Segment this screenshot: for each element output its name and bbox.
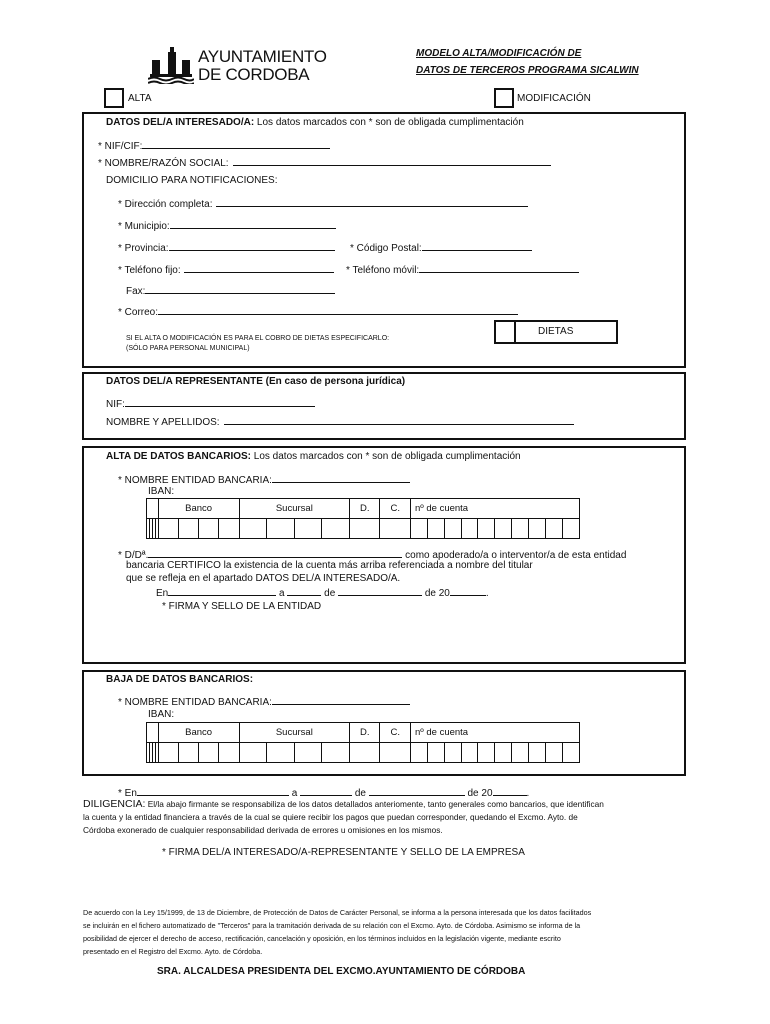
dietas-checkbox[interactable] xyxy=(494,320,516,344)
codigo-postal-field[interactable]: * Código Postal: xyxy=(350,240,532,254)
nif-field[interactable]: * NIF/CIF: xyxy=(98,138,330,152)
dietas-note-1: SI EL ALTA O MODIFICACIÓN ES PARA EL COBRO DE DIETAS ESPECIFICARLO: xyxy=(126,335,390,342)
modificacion-label: MODIFICACIÓN xyxy=(517,93,591,104)
city-logo xyxy=(148,46,194,84)
cert-line-3: que se refleja en el apartado DATOS DEL/A INTERESADO/A. xyxy=(126,573,401,584)
representante-title: DATOS DEL/A REPRESENTANTE (En caso de persona jurídica) xyxy=(106,376,406,387)
destinatario: SRA. ALCALDESA PRESIDENTA DEL EXCMO.AYUNTAMIENTO DE CÓRDOBA xyxy=(157,966,526,977)
cert-line-2: bancaria CERTIFICO la existencia de la cuenta más arriba referenciada a nombre del titular xyxy=(126,560,533,571)
org-name-line1: AYUNTAMIENTO xyxy=(198,47,327,66)
baja-iban-grid[interactable]: Banco Sucursal D. C. nº de cuenta xyxy=(146,722,580,763)
dietas-label: DIETAS xyxy=(538,326,574,337)
alta-iban-label: IBAN: xyxy=(148,486,175,497)
direccion-field[interactable]: * Dirección completa: xyxy=(118,196,528,210)
provincia-field[interactable]: * Provincia: xyxy=(118,240,335,254)
ley-line-3: posibilidad de ejercer el derecho de acceso, rectificación, cancelación y oposición, en los términos incluidos en la legislación vigente, mediante escrito xyxy=(83,934,561,943)
municipio-field[interactable]: * Municipio: xyxy=(118,218,336,232)
footer-date-line[interactable]: * En a de de 20 . xyxy=(118,785,529,799)
alta-bancarios-title: ALTA DE DATOS BANCARIOS: Los datos marcados con * son de obligada cumplimentación xyxy=(106,451,521,462)
ley-line-2: se incluirán en el fichero automatizado de "Terceros" para la tramitación derivada de su relación con el Excmo. Ayto. de Córdoba. Asimismo se informa de la xyxy=(83,921,581,930)
alta-iban-grid[interactable]: Banco Sucursal D. C. nº de cuenta xyxy=(146,498,580,539)
interesado-title: DATOS DEL/A INTERESADO/A: Los datos marcados con * son de obligada cumplimentación xyxy=(106,117,524,128)
baja-bancarios-title: BAJA DE DATOS BANCARIOS: xyxy=(106,674,254,685)
org-name-line2: DE CORDOBA xyxy=(198,65,310,84)
model-title-line1: MODELO ALTA/MODIFICACIÓN DE xyxy=(416,48,582,59)
telefono-fijo-field[interactable]: * Teléfono fijo: xyxy=(118,262,334,276)
fax-field[interactable]: Fax: xyxy=(126,283,335,297)
alta-checkbox[interactable] xyxy=(104,88,124,108)
representante-nombre-field[interactable]: NOMBRE Y APELLIDOS: xyxy=(106,414,574,428)
alta-date-line[interactable]: En a de de 20 . xyxy=(156,585,489,599)
baja-iban-label: IBAN: xyxy=(148,709,175,720)
firma-interesado: * FIRMA DEL/A INTERESADO/A-REPRESENTANTE Y SELLO DE LA EMPRESA xyxy=(162,847,525,858)
diligencia-line-3: Córdoba exonerado de cualquier responsabilidad derivada de errores u omisiones en los mismos. xyxy=(83,825,443,835)
diligencia-line-1: DILIGENCIA: El/la abajo firmante se responsabiliza de los datos detallados anteriomente, tanto generales como bancarios, que identifican xyxy=(83,798,604,810)
modificacion-checkbox[interactable] xyxy=(494,88,514,108)
castle-logo-icon xyxy=(148,46,194,84)
domicilio-label: DOMICILIO PARA NOTIFICACIONES: xyxy=(106,175,278,186)
baja-entidad-field[interactable]: * NOMBRE ENTIDAD BANCARIA: xyxy=(118,694,410,708)
alta-entidad-field[interactable]: * NOMBRE ENTIDAD BANCARIA: xyxy=(118,472,410,486)
ley-line-4: presentado en el Registro del Excmo. Ayto. de Córdoba. xyxy=(83,947,263,956)
ley-line-1: De acuerdo con la Ley 15/1999, de 13 de Diciembre, de Protección de Datos de Carácter Personal, se informa a la persona interesada que los datos facilitados xyxy=(83,908,592,917)
nombre-field[interactable]: * NOMBRE/RAZÓN SOCIAL: xyxy=(98,155,551,169)
telefono-movil-field[interactable]: * Teléfono móvil: xyxy=(346,262,579,276)
correo-field[interactable]: * Correo: xyxy=(118,304,518,318)
alta-label: ALTA xyxy=(128,93,152,104)
diligencia-line-2: la cuenta y la entidad financiera a través de la cual se quiere recibir los pagos que puedan corresponder, quedando el Excmo. Ayto. de xyxy=(83,812,578,822)
representante-nif-field[interactable]: NIF: xyxy=(106,396,315,410)
cert-line-1[interactable]: * D/Dª. como apoderado/a o interventor/a de esta entidad xyxy=(118,547,626,561)
dietas-note-2: (SÓLO PARA PERSONAL MUNICIPAL) xyxy=(126,345,250,352)
alta-firma-entidad: * FIRMA Y SELLO DE LA ENTIDAD xyxy=(162,601,322,612)
model-title-line2: DATOS DE TERCEROS PROGRAMA SICALWIN xyxy=(416,65,639,76)
